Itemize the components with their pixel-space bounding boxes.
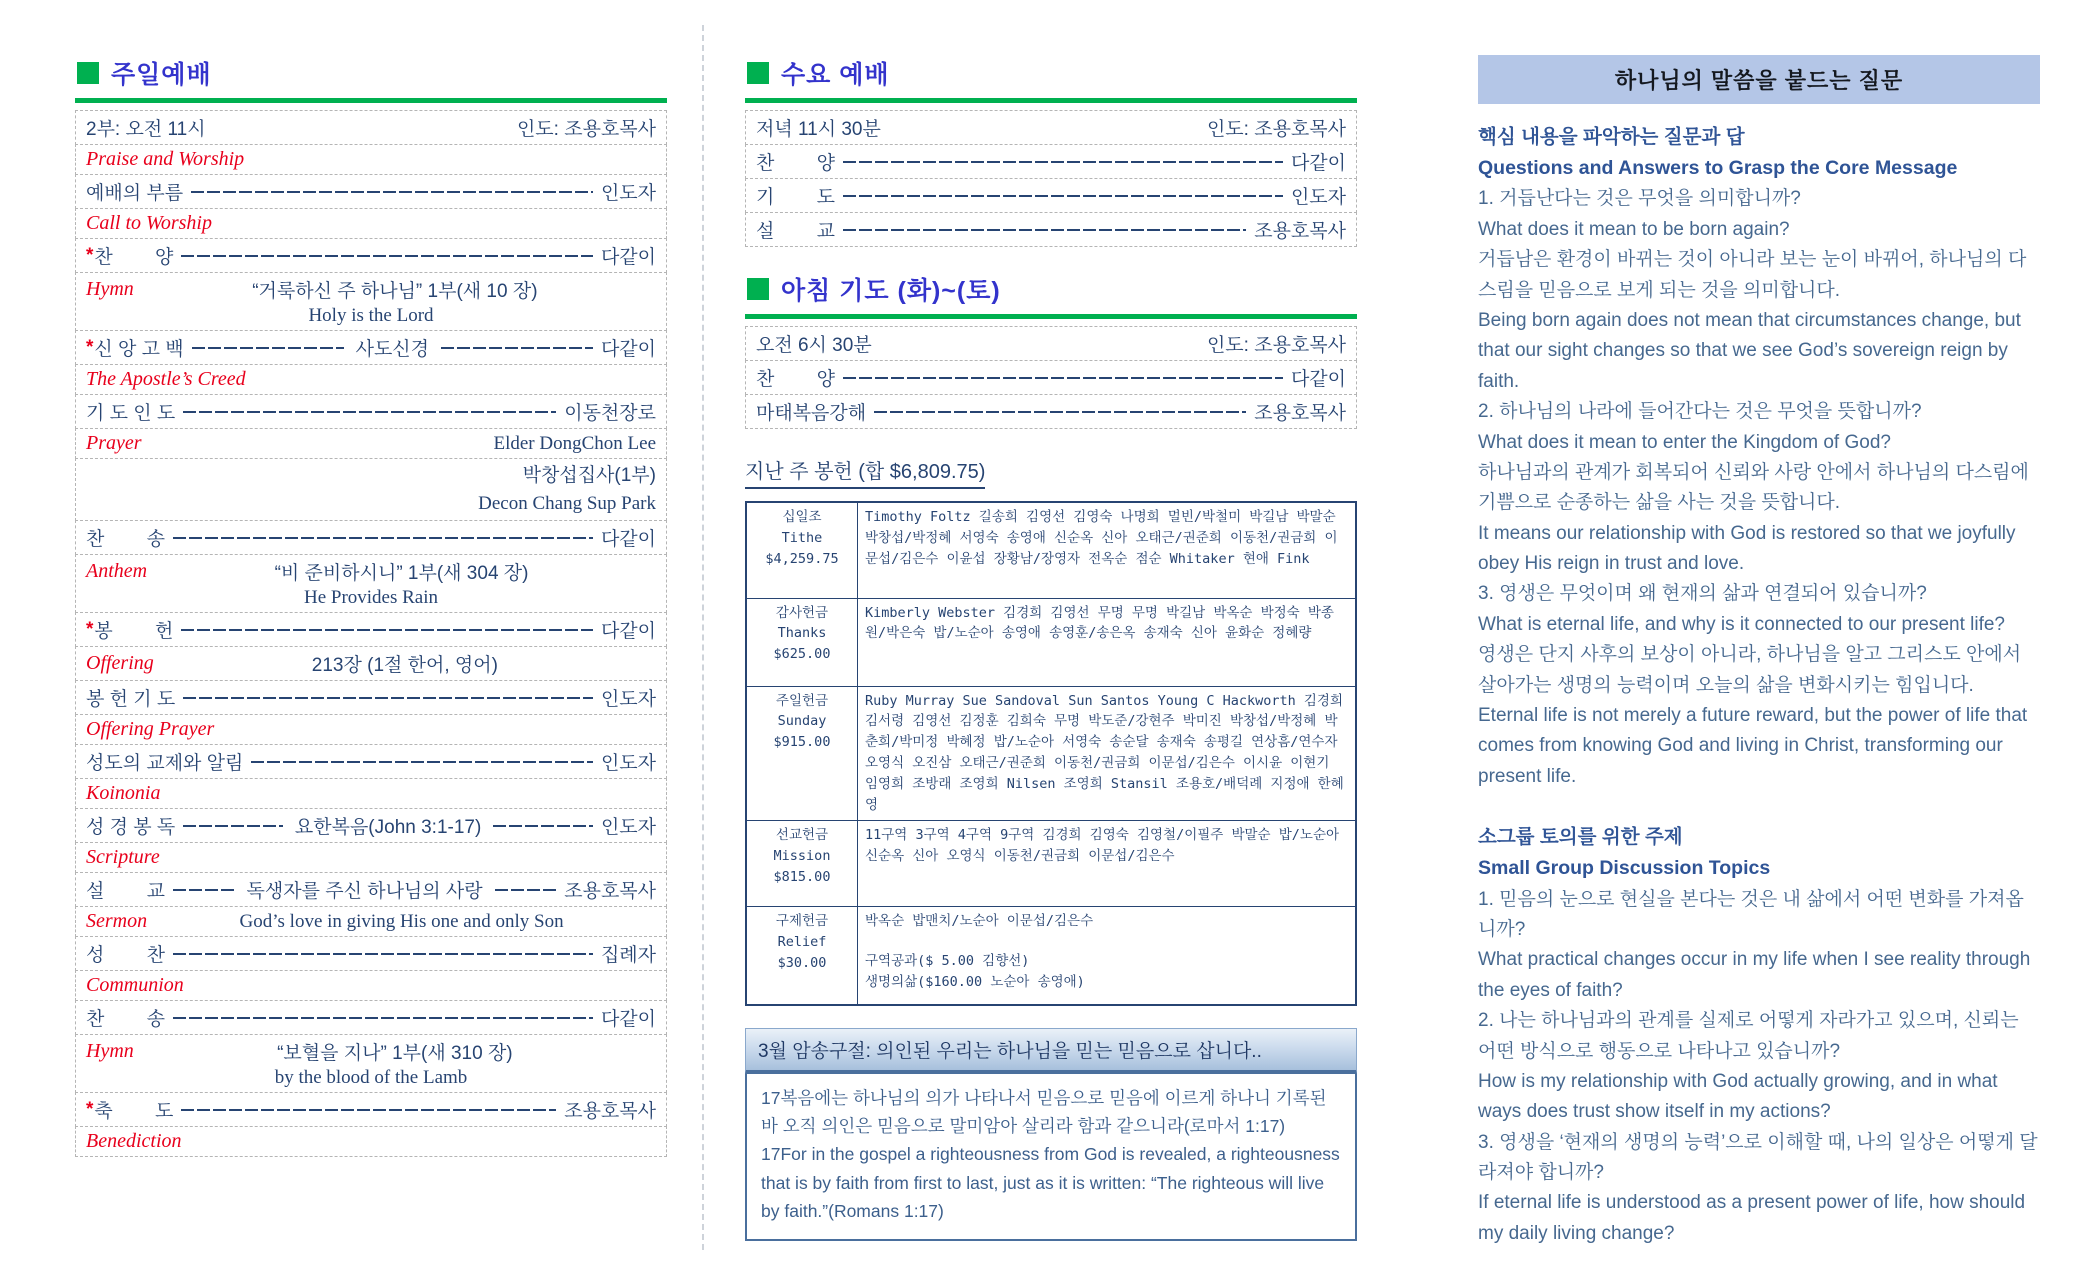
center-subtitle: Holy is the Lord	[308, 305, 434, 326]
offering-names: Timothy Foltz 길송희 김영선 김영숙 나명희 멀빈/박철미 박길남 박말순 박창섭/박정혜 서영숙 송영애 신순옥 신아 오태근/권준희 이동천/권금희 이문섭/김은수 이윤섭 장황남/장영자 전옥순 점순 Whitaker 현애 Fink	[858, 502, 1357, 598]
right-text: 박창섭집사(1부)	[522, 465, 656, 486]
section-bullet-icon	[77, 62, 99, 84]
right-text: 조용호목사	[564, 1101, 656, 1123]
section-bullet-icon	[747, 62, 769, 84]
service-row	[75, 208, 667, 239]
item-label: 찬 양	[94, 247, 174, 268]
dash-line	[173, 889, 235, 891]
section-bullet-icon	[747, 278, 769, 300]
english-label: Prayer	[86, 432, 142, 454]
dash-line	[441, 347, 593, 349]
item-label: 신 앙 고 백	[94, 339, 184, 360]
dash-line	[843, 377, 1283, 379]
morning-prayer-rows	[745, 326, 1357, 429]
service-row	[75, 110, 667, 145]
service-row	[745, 110, 1357, 145]
dash-line	[843, 229, 1246, 231]
right-text: 인도자	[1290, 187, 1346, 208]
qa-paragraph: How is my relationship with God actually growing, and in what ways does trust show itself in my actions?	[1478, 1070, 1998, 1123]
offering-category: 선교헌금 Mission $815.00	[746, 821, 858, 907]
english-label: Communion	[86, 974, 184, 997]
english-label: Benediction	[86, 1130, 182, 1153]
offering-row	[746, 821, 1356, 907]
center-text: “보혈을 지나” 1부(새 310 장)	[277, 1043, 513, 1065]
offering-row	[746, 598, 1356, 686]
section-underline	[745, 98, 1357, 103]
qa-paragraph: What does it mean to enter the Kingdom of God?	[1478, 431, 1891, 453]
english-label: Koinonia	[86, 782, 161, 805]
service-row	[75, 842, 667, 873]
dash-line	[173, 953, 593, 955]
service-row	[75, 680, 667, 715]
questions-panel	[1478, 55, 2040, 1249]
right-text-english: Decon Chang Sup Park	[478, 492, 656, 514]
right-text: 인도자	[600, 753, 656, 775]
right-text-english: Elder DongChon Lee	[493, 432, 656, 454]
item-label: 축 도	[94, 1101, 174, 1123]
qa-paragraph: What is eternal life, and why is it connected to our present life?	[1478, 613, 2005, 635]
dash-line	[173, 537, 593, 539]
dash-line	[183, 411, 556, 413]
qa-paragraph: It means our relationship with God is restored so that we joyfully obey His reign in trust and love.	[1478, 522, 2016, 575]
service-row	[75, 458, 667, 521]
service-row	[75, 612, 667, 647]
qa-paragraph: 영생은 단지 사후의 보상이 아니라, 하나님을 알고 그리스도 안에서 살아가는 생명의 능력이며 오늘의 삶을 변화시키는 힘입니다.	[1478, 644, 2022, 696]
wednesday-service-header	[747, 55, 1357, 91]
center-subtitle: He Provides Rain	[303, 587, 439, 609]
dash-line	[495, 889, 557, 891]
right-text: 다같이	[600, 339, 656, 360]
dash-line	[843, 195, 1283, 197]
dash-line	[181, 629, 593, 631]
section-title: 아침 기도 (화)~(토)	[781, 277, 1001, 305]
item-label: 찬 양	[756, 369, 835, 390]
service-row	[75, 554, 667, 613]
service-row	[75, 714, 667, 745]
sunday-service-header	[77, 55, 667, 91]
memory-verse-english: 17For in the gospel a righteousness from God is revealed, a righteousness that is by faith from first to last, just as it is written: “The righteous will live by faith.”(Romans 1:17)	[761, 1144, 1340, 1221]
dash-line	[493, 825, 593, 827]
english-label: Praise and Worship	[86, 148, 245, 170]
section-underline	[745, 314, 1357, 319]
dash-line	[874, 411, 1246, 413]
sunday-service-section	[75, 55, 667, 1157]
item-label: 설 교	[756, 221, 835, 242]
item-label: 오전 6시 30분	[756, 335, 872, 356]
item-label: 성도의 교제와 알림	[86, 753, 244, 775]
middle-column	[745, 55, 1357, 1241]
right-text: 다같이	[600, 1009, 656, 1031]
service-row	[75, 520, 667, 555]
service-row	[75, 808, 667, 843]
center-text: 사도신경	[355, 339, 430, 360]
service-row	[75, 1126, 667, 1157]
service-row	[75, 1000, 667, 1035]
service-row	[745, 178, 1357, 213]
english-label: Anthem	[86, 560, 148, 583]
item-label: 봉 헌	[94, 621, 174, 643]
star-mark: *	[86, 618, 94, 640]
section-underline	[75, 98, 667, 103]
english-label: Offering	[86, 652, 154, 675]
center-text: “비 준비하시니” 1부(새 304 장)	[274, 563, 529, 585]
service-row	[745, 212, 1357, 247]
right-text: 다같이	[1290, 369, 1346, 390]
center-subtitle: by the blood of the Lamb	[274, 1067, 468, 1089]
questions-panel-title: 하나님의 말씀을 붙드는 질문	[1478, 55, 2040, 104]
offering-category: 감사헌금 Thanks $625.00	[746, 598, 858, 686]
qa-paragraph: 1. 믿음의 눈으로 현실을 본다는 것은 내 삶에서 어떤 변화를 가져옵니까?	[1478, 888, 2024, 940]
qa-paragraph: 하나님과의 관계가 회복되어 신뢰와 사랑 안에서 하나님의 다스림에 기쁨으로 순종하는 삶을 사는 것을 뜻합니다.	[1478, 461, 2029, 514]
star-mark: *	[86, 1098, 94, 1120]
service-row	[75, 174, 667, 209]
center-text: 213장 (1절 한어, 영어)	[311, 655, 498, 677]
right-text: 인도자	[600, 817, 657, 839]
offering-names: 박옥순 밥맨치/노순아 이문섭/김은수 구역공과($ 5.00 김향선) 생명의삶($160.00 노순아 송영애)	[858, 907, 1357, 1005]
qa-paragraph: What does it mean to be born again?	[1478, 218, 1790, 240]
service-row	[75, 364, 667, 395]
qa-paragraph: 3. 영생은 무엇이며 왜 현재의 삶과 연결되어 있습니까?	[1478, 583, 1927, 605]
offering-category: 십일조 Tithe $4,259.75	[746, 502, 858, 598]
item-label: 기 도 인 도	[86, 403, 176, 424]
item-label: 성 경 봉 독	[86, 817, 176, 839]
offering-names: Kimberly Webster 김경희 김영선 무명 무명 박길남 박옥순 박정숙 박종원/박은숙 밥/노순아 송영애 송영훈/송은옥 송재숙 신아 윤화순 정혜량	[858, 598, 1357, 686]
morning-prayer-header	[747, 271, 1357, 307]
item-label: 2부: 오전 11시	[86, 119, 206, 140]
english-label: The Apostle’s Creed	[86, 368, 246, 390]
center-text-english: God’s love in giving His one and only Son	[239, 910, 564, 932]
right-text: 이동천장로	[564, 403, 656, 424]
star-mark: *	[86, 336, 94, 358]
item-label: 찬 송	[86, 529, 165, 551]
qa-heading: 핵심 내용을 파악하는 질문과 답	[1478, 126, 1745, 148]
service-row	[75, 330, 667, 365]
service-row	[745, 144, 1357, 179]
service-row	[75, 272, 667, 331]
dash-line	[181, 255, 593, 257]
english-label: Call to Worship	[86, 212, 212, 234]
dash-line	[251, 761, 593, 763]
service-row	[75, 1092, 667, 1127]
right-text: 조용호목사	[1254, 403, 1346, 424]
dash-line	[183, 697, 593, 699]
right-text: 인도: 조용호목사	[1206, 335, 1346, 356]
service-row	[745, 326, 1357, 361]
dash-line	[183, 825, 283, 827]
english-label: Scripture	[86, 846, 160, 869]
offering-category: 주일헌금 Sunday $915.00	[746, 686, 858, 821]
item-label: 기 도	[756, 187, 835, 208]
dash-line	[173, 1017, 593, 1019]
service-row	[75, 428, 667, 459]
service-row	[75, 744, 667, 779]
item-label: 설 교	[86, 881, 165, 903]
english-label: Hymn	[86, 278, 134, 300]
offering-names: Ruby Murray Sue Sandoval Sun Santos Young C Hackworth 김경희 김서령 김영선 김정훈 김희숙 무명 박도준/강현주 박미진 박창섭/박정혜 박춘희/박미정 박혜정 밥/노순아 서영숙 송순달 송재숙 송평길 연상흠/연수자 오영식 오진삼 오태근/권준희 이동천/권금희 이문섭/김은수 이시윤 이현기 임영희 조방래 조영희 Nilsen 조영희 Stansil 조용호/배덕례 지정애 한혜영	[858, 686, 1357, 821]
service-row	[75, 906, 667, 937]
service-row	[75, 970, 667, 1001]
right-text: 집례자	[600, 945, 656, 967]
qa-paragraph: What practical changes occur in my life when I see reality through the eyes of faith?	[1478, 949, 2031, 1001]
item-label: 성 찬	[86, 945, 165, 967]
offering-row	[746, 502, 1356, 598]
service-row	[75, 936, 667, 971]
memory-verse-header: 3월 암송구절: 의인된 우리는 하나님을 믿는 믿음으로 삽니다..	[745, 1028, 1357, 1074]
right-text: 인도: 조용호목사	[1206, 119, 1346, 140]
right-text: 조용호목사	[564, 881, 657, 903]
section-title: 수요 예배	[781, 61, 890, 89]
section-title: 주일예배	[111, 61, 212, 89]
offering-row	[746, 686, 1356, 821]
service-row	[745, 394, 1357, 429]
qa-paragraph: 1. 거듭난다는 것은 무엇을 의미합니까?	[1478, 188, 1801, 210]
center-text: “거룩하신 주 하나님” 1부(새 10 장)	[252, 281, 538, 302]
offering-title: 지난 주 봉헌 (합 $6,809.75)	[745, 455, 985, 489]
qa-paragraph: 거듭남은 환경이 바뀌는 것이 아니라 보는 눈이 바뀌어, 하나님의 다스림을 믿음으로 보게 되는 것을 의미합니다.	[1478, 249, 2027, 301]
qa-heading: Questions and Answers to Grasp the Core Message	[1478, 157, 1958, 180]
dash-line	[843, 161, 1283, 163]
qa-paragraph: 2. 하나님의 나라에 들어간다는 것은 무엇을 뜻합니까?	[1478, 401, 1922, 423]
qa-paragraph: If eternal life is understood as a present power of life, how should my daily living change?	[1478, 1192, 2026, 1244]
qa-paragraph: 3. 영생을 ‘현재의 생명의 능력’으로 이해할 때, 나의 일상은 어떻게 달라져야 합니까?	[1478, 1131, 2038, 1184]
qa-heading: 소그룹 토의를 위한 주제	[1478, 826, 1683, 849]
offering-row	[746, 907, 1356, 1005]
service-row	[75, 144, 667, 175]
item-label: 예배의 부름	[86, 183, 184, 204]
item-label: 마태복음강해	[756, 403, 867, 424]
qa-heading: Small Group Discussion Topics	[1478, 857, 1771, 880]
center-text: 요한복음(John 3:1-17)	[294, 817, 482, 839]
item-label: 찬 양	[756, 153, 835, 174]
right-text: 다같이	[1290, 153, 1346, 174]
right-text: 인도자	[600, 689, 656, 711]
english-label: Hymn	[86, 1040, 134, 1063]
service-row	[75, 394, 667, 429]
wednesday-service-rows	[745, 110, 1357, 247]
qa-paragraph: Being born again does not mean that circumstances change, but that our sight changes so that we see God’s sovereign reign by faith.	[1478, 309, 2021, 392]
dash-line	[192, 347, 344, 349]
right-text: 인도: 조용호목사	[516, 119, 656, 140]
right-text: 인도자	[600, 183, 656, 204]
service-row	[75, 1034, 667, 1093]
english-label: Sermon	[86, 910, 148, 933]
memory-verse-body	[745, 1074, 1357, 1242]
item-label: 봉 헌 기 도	[86, 689, 176, 711]
right-text: 다같이	[600, 621, 656, 643]
offering-table	[745, 501, 1357, 1006]
center-text: 독생자를 주신 하나님의 사랑	[246, 881, 483, 903]
right-text: 다같이	[600, 529, 656, 551]
service-row	[75, 778, 667, 809]
qa-paragraph: Eternal life is not merely a future reward, but the power of life that comes from knowing God and living in Christ, transforming our present life.	[1478, 705, 2028, 787]
dash-line	[191, 191, 593, 193]
service-row	[745, 360, 1357, 395]
questions-content	[1478, 122, 2040, 1249]
service-row	[75, 646, 667, 681]
item-label: 찬 송	[86, 1009, 165, 1031]
service-row	[75, 238, 667, 273]
offering-names: 11구역 3구역 4구역 9구역 김경희 김영숙 김영철/이필주 박말순 밥/노순아 신순옥 신아 오영식 이동천/권금희 이문섭/김은수	[858, 821, 1357, 907]
fold-divider	[702, 25, 704, 1250]
offering-category: 구제헌금 Relief $30.00	[746, 907, 858, 1005]
right-text: 조용호목사	[1254, 221, 1346, 242]
sunday-service-rows	[75, 110, 667, 1157]
right-text: 다같이	[600, 247, 656, 268]
star-mark: *	[86, 244, 94, 266]
english-label: Offering Prayer	[86, 718, 215, 741]
qa-paragraph: 2. 나는 하나님과의 관계를 실제로 어떻게 자라가고 있으며, 신뢰는 어떤 방식으로 행동으로 나타나고 있습니까?	[1478, 1010, 2019, 1062]
memory-verse-korean: 17복음에는 하나님의 의가 나타나서 믿음으로 믿음에 이르게 하나니 기록된 바 오직 의인은 믿음으로 말미암아 살리라 함과 같으니라(로마서 1:17)	[761, 1087, 1327, 1136]
spacer	[745, 247, 1357, 271]
dash-line	[181, 1109, 556, 1111]
item-label: 저녁 11시 30분	[756, 119, 881, 140]
service-row	[75, 872, 667, 907]
